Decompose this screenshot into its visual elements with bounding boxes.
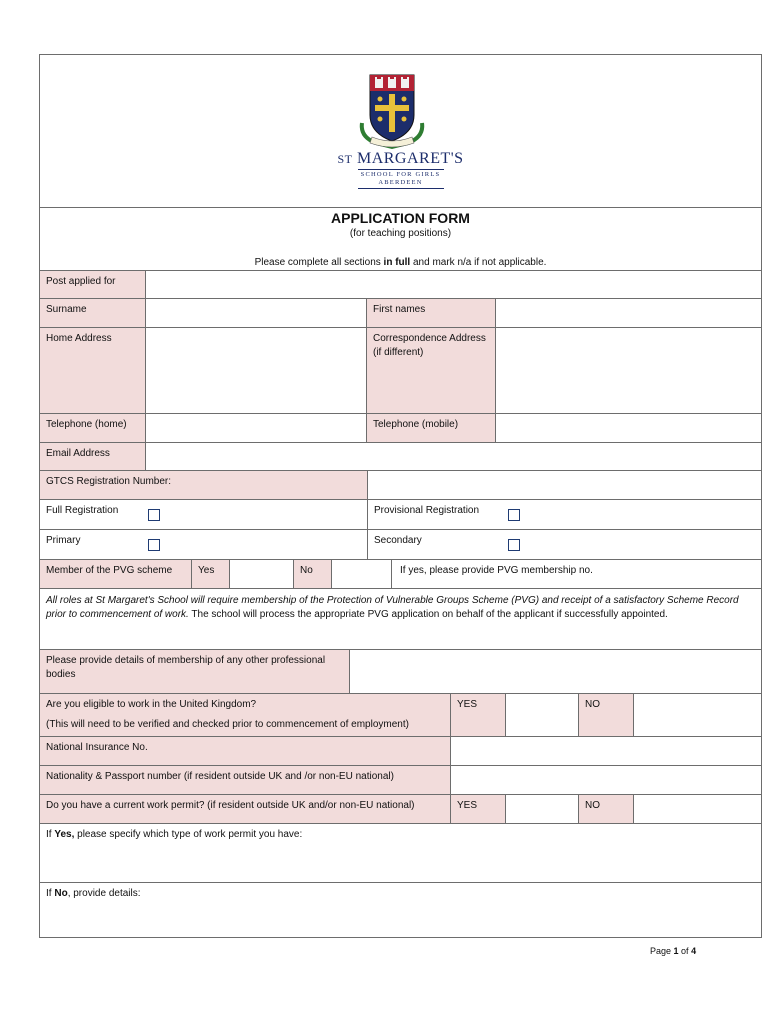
gtcs-input[interactable]: [367, 470, 762, 500]
telephone-mobile-input[interactable]: [495, 413, 762, 443]
pvg-yes-input[interactable]: [229, 559, 294, 589]
work-permit-type-input[interactable]: If Yes, please specify which type of work permit you have:: [39, 823, 762, 883]
primary-checkbox[interactable]: [148, 539, 160, 551]
logo-header: [40, 55, 761, 208]
secondary-label: Secondary: [374, 535, 422, 546]
post-applied-input[interactable]: [145, 270, 762, 299]
full-registration-row: [39, 499, 368, 530]
application-form-frame: [39, 54, 762, 938]
ni-number-input[interactable]: [450, 736, 762, 766]
correspondence-address-input[interactable]: [495, 327, 762, 414]
work-permit-label: Do you have a current work permit? (if resident outside UK and/or non-EU national): [39, 794, 451, 824]
primary-row: [39, 529, 368, 560]
first-names-input[interactable]: [495, 298, 762, 328]
page-number: Page 1 of 4: [650, 946, 697, 956]
eligible-no-input[interactable]: [633, 693, 762, 737]
work-permit-no-input[interactable]: [633, 794, 762, 824]
work-permit-details-input[interactable]: If No, provide details:: [39, 882, 762, 938]
nationality-label: Nationality & Passport number (if resident outside UK and /or non-EU national): [39, 765, 451, 795]
school-subtitle-line2: ABERDEEN: [378, 179, 423, 186]
eligible-no-label: NO: [578, 693, 634, 737]
telephone-home-label: Telephone (home): [39, 413, 146, 443]
eligible-yes-input[interactable]: [505, 693, 579, 737]
full-registration-checkbox[interactable]: [148, 509, 160, 521]
pvg-member-label: Member of the PVG scheme: [39, 559, 192, 589]
surname-input[interactable]: [145, 298, 367, 328]
eligible-uk-question: Are you eligible to work in the United Kingdom?: [46, 699, 257, 710]
first-names-label: First names: [366, 298, 496, 328]
school-name-rule-bottom: [358, 188, 444, 189]
nationality-input[interactable]: [450, 765, 762, 795]
home-address-label: Home Address: [39, 327, 146, 414]
school-name: ST MARGARET'S: [337, 150, 464, 167]
pvg-yes-label: Yes: [191, 559, 230, 589]
email-label: Email Address: [39, 442, 146, 471]
professional-bodies-input[interactable]: [349, 649, 762, 694]
school-crest-logo: [356, 71, 428, 151]
provisional-registration-row: [367, 499, 762, 530]
gtcs-label: GTCS Registration Number:: [39, 470, 368, 500]
telephone-home-input[interactable]: [145, 413, 367, 443]
secondary-row: [367, 529, 762, 560]
eligible-yes-label: YES: [450, 693, 506, 737]
pvg-membership-number[interactable]: If yes, please provide PVG membership no.: [391, 559, 762, 589]
post-applied-label: Post applied for: [39, 270, 146, 299]
ni-number-label: National Insurance No.: [39, 736, 451, 766]
pvg-note: All roles at St Margaret's School will require membership of the Protection of Vulnerable Groups Scheme (PVG) and receipt of a satisfactory Scheme Record prior to commencement of work. The school will process the appropriate PVG application on behalf of the applicant if successfully appointed.: [39, 588, 762, 650]
pvg-no-label: No: [293, 559, 332, 589]
form-subtitle: (for teaching positions): [349, 228, 452, 239]
school-subtitle-line1: SCHOOL FOR GIRLS: [360, 171, 441, 178]
eligible-uk-label: [39, 693, 451, 737]
home-address-input[interactable]: [145, 327, 367, 414]
work-permit-yes-label: YES: [450, 794, 506, 824]
work-permit-no-label: NO: [578, 794, 634, 824]
school-name-rule-top: [358, 169, 444, 170]
surname-label: Surname: [39, 298, 146, 328]
secondary-checkbox[interactable]: [508, 539, 520, 551]
telephone-mobile-label: Telephone (mobile): [366, 413, 496, 443]
correspondence-address-label: Correspondence Address (if different): [366, 327, 496, 414]
provisional-registration-checkbox[interactable]: [508, 509, 520, 521]
professional-bodies-label: Please provide details of membership of any other professional bodies: [39, 649, 350, 694]
form-title: APPLICATION FORM: [331, 210, 470, 226]
eligible-uk-note: (This will need to be verified and checked prior to commencement of employment): [46, 719, 409, 730]
work-permit-yes-input[interactable]: [505, 794, 579, 824]
primary-label: Primary: [46, 535, 81, 546]
provisional-registration-label: Provisional Registration: [374, 505, 480, 516]
pvg-no-input[interactable]: [331, 559, 392, 589]
email-input[interactable]: [145, 442, 762, 471]
full-registration-label: Full Registration: [46, 505, 119, 516]
form-instruction: Please complete all sections in full and mark n/a if not applicable.: [254, 257, 547, 268]
